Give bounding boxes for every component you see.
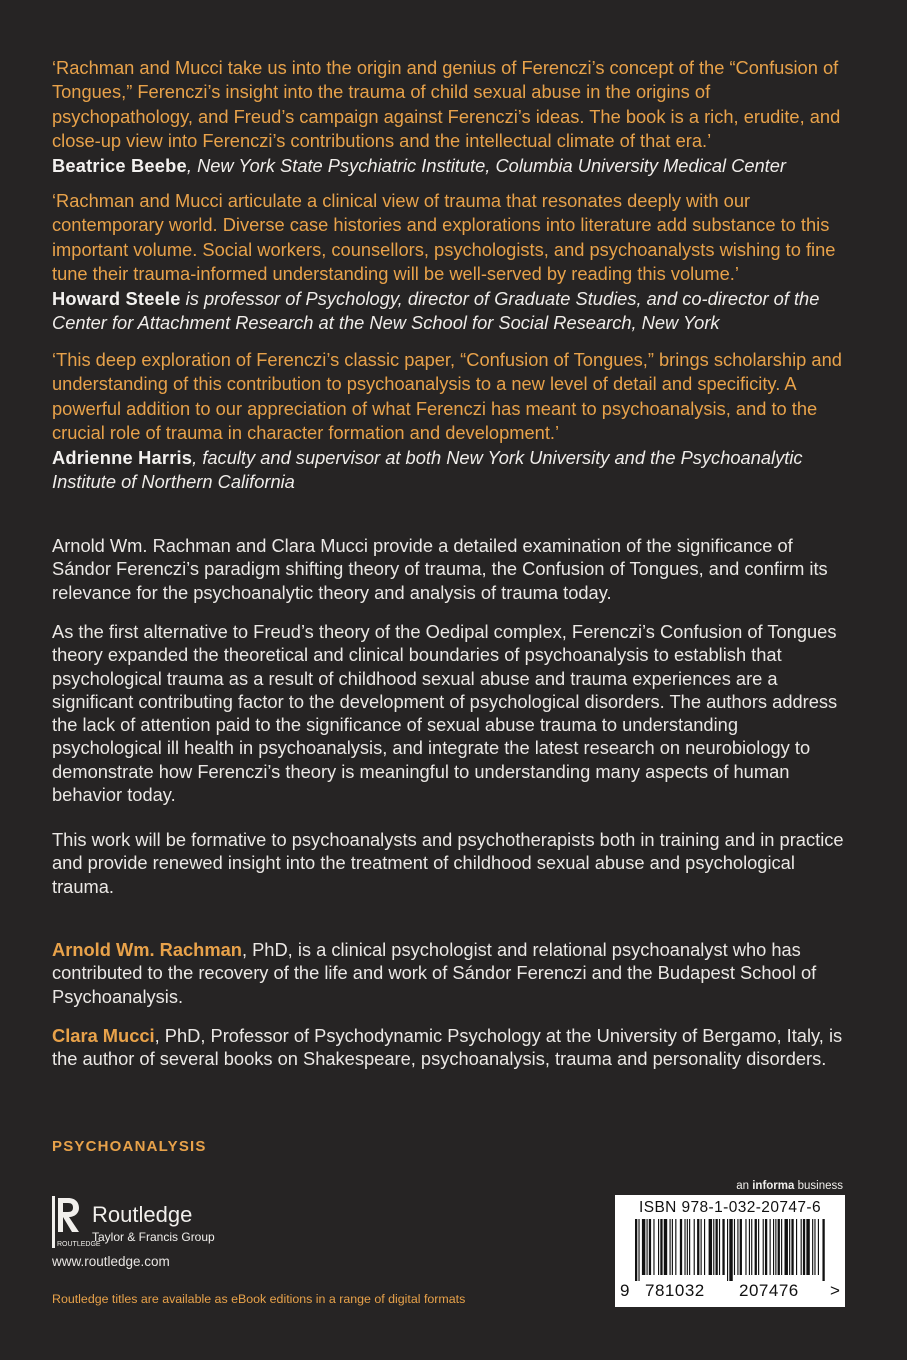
subject-category: PSYCHOANALYSIS xyxy=(52,1138,207,1155)
endorsement-3 xyxy=(52,348,852,494)
endorsement-attribution xyxy=(52,446,852,495)
description-paragraph: As the first alternative to Freud’s theory of the Oedipal complex, Ferenczi’s Confusion of Tongues theory expanded the theoretical and clinical boundaries of psychoanalysis to establish that psychological trauma as a result of childhood sexual abuse and trauma experiences are a significant contributing factor to the development of psychological disorders. The authors address the lack of attention paid to the significance of sexual abuse trauma to understanding psychological ill health in psychoanalysis, and integrate the latest research on neurobiology to demonstrate how Ferenczi’s theory is meaningful to understanding many aspects of human behavior today. xyxy=(52,621,838,806)
isbn-barcode xyxy=(615,1195,845,1307)
informa-brand: informa xyxy=(752,1180,795,1192)
endorser-name: Beatrice Beebe xyxy=(52,154,187,176)
publisher-name: Routledge xyxy=(92,1202,193,1227)
informa-suffix: business xyxy=(794,1180,843,1192)
author-bio xyxy=(52,938,852,1008)
author-bio-text: , PhD, is a clinical psychologist and relational psychoanalyst who has contributed to the recovery of the life and work of Sándor Ferenczi and the Budapest School of Psychoanalysis. xyxy=(52,939,817,1007)
barcode-group-1: 781032 xyxy=(645,1281,705,1300)
barcode-bars xyxy=(633,1219,829,1281)
author-name: Clara Mucci xyxy=(52,1025,155,1046)
description-paragraph: This work will be formative to psychoanalysts and psychotherapists both in training and in practice and provide renewed insight into the treatment of childhood sexual abuse and psychological trauma. xyxy=(52,829,844,897)
endorser-affiliation: , faculty and supervisor at both New York University and the Psychoanalytic Institute of Northern California xyxy=(52,446,803,493)
barcode-lead-digit: 9 xyxy=(620,1281,630,1300)
barcode-group-2: 207476 xyxy=(739,1281,799,1300)
author-bio-text: , PhD, Professor of Psychodynamic Psychology at the University of Bergamo, Italy, is the author of several books on Shakespeare, psychoanalysis, trauma and personality disorders. xyxy=(52,1025,843,1070)
endorser-affiliation: is professor of Psychology, director of Graduate Studies, and co-director of the Center for Attachment Research at the New School for Social Research, New York xyxy=(52,287,820,334)
publisher-group: Taylor & Francis Group xyxy=(92,1230,215,1244)
author-bio xyxy=(52,1024,852,1071)
endorsement-1 xyxy=(52,56,852,178)
endorsement-quote: ‘Rachman and Mucci articulate a clinical view of trauma that resonates deeply with our contemporary world. Diverse case histories and explorations into literature add substance to this important volume. Social workers, counsellors, psychologists, and psychoanalysts wishing to fine tune their trauma-informed understanding will be well-served by reading this volume.’ xyxy=(52,190,836,285)
endorsement-quote: ‘This deep exploration of Ferenczi’s classic paper, “Confusion of Tongues,” brings scholarship and understanding of this contribution to psychoanalysis to a new level of detail and specificity. A powerful addition to our appreciation of what Ferenczi has meant to psychoanalysis, and to the crucial role of trauma in character formation and development.’ xyxy=(52,349,842,444)
routledge-logo-icon xyxy=(52,1196,101,1248)
publisher-website: www.routledge.com xyxy=(52,1254,170,1269)
informa-business xyxy=(736,1180,843,1192)
endorsement-attribution xyxy=(52,154,852,178)
endorsement-quote: ‘Rachman and Mucci take us into the origin and genius of Ferenczi’s concept of the “Confusion of Tongues,” Ferenczi’s insight into the trauma of child sexual abuse in the origins of psychopathology, and Freud’s campaign against Ferenczi’s ideas. The book is a rich, erudite, and close-up view into Ferenczi’s contributions and the intellectual climate of that era.’ xyxy=(52,57,841,152)
endorsement-attribution xyxy=(52,287,852,336)
description-paragraph: Arnold Wm. Rachman and Clara Mucci provide a detailed examination of the significance of Sándor Ferenczi’s paradigm shifting theory of trauma, the Confusion of Tongues, and confirm its relevance for the psychoanalytic theory and analysis of trauma today. xyxy=(52,535,828,603)
barcode-trail: > xyxy=(830,1281,841,1300)
informa-prefix: an xyxy=(736,1180,753,1192)
author-name: Arnold Wm. Rachman xyxy=(52,939,242,960)
ebook-note: Routledge titles are available as eBook editions in a range of digital formats xyxy=(52,1292,466,1306)
svg-text:ROUTLEDGE: ROUTLEDGE xyxy=(57,1241,101,1248)
isbn-label: ISBN 978-1-032-20747-6 xyxy=(639,1199,821,1216)
endorser-name: Adrienne Harris xyxy=(52,446,193,468)
endorser-name: Howard Steele xyxy=(52,287,181,309)
endorsement-2 xyxy=(52,189,852,335)
endorser-affiliation: , New York State Psychiatric Institute, Columbia University Medical Center xyxy=(186,154,787,176)
publisher-logo xyxy=(52,1196,252,1252)
